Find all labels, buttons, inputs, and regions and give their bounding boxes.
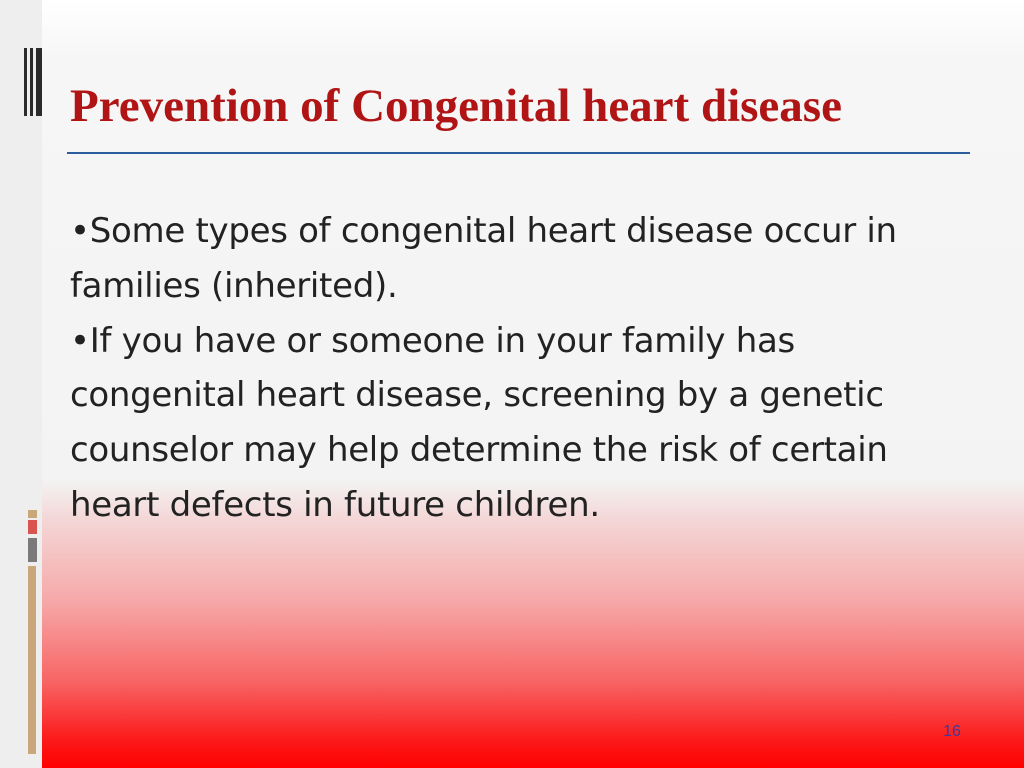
side-accent-gray [28,538,37,562]
corner-bars-decoration [24,48,42,116]
slide-title: Prevention of Congenital heart disease [70,80,842,132]
bullet-marker: • [70,320,90,361]
side-accent-tan-long [28,566,36,754]
bullet-item [70,204,950,314]
bullet-item [70,314,950,533]
bullet-text: If you have or someone in your family has congenital heart disease, screening by a genetic counselor may help determine the risk of certain heart defects in future children. [70,320,888,525]
bullet-marker: • [70,211,90,251]
side-accent-tan-top [28,510,37,518]
page-number: 16 [943,723,961,740]
title-underline-rule [67,152,970,154]
side-accent-red [28,520,37,534]
bullet-text: Some types of congenital heart disease occur in families (inherited). [70,211,897,306]
bullet-list [70,204,950,533]
